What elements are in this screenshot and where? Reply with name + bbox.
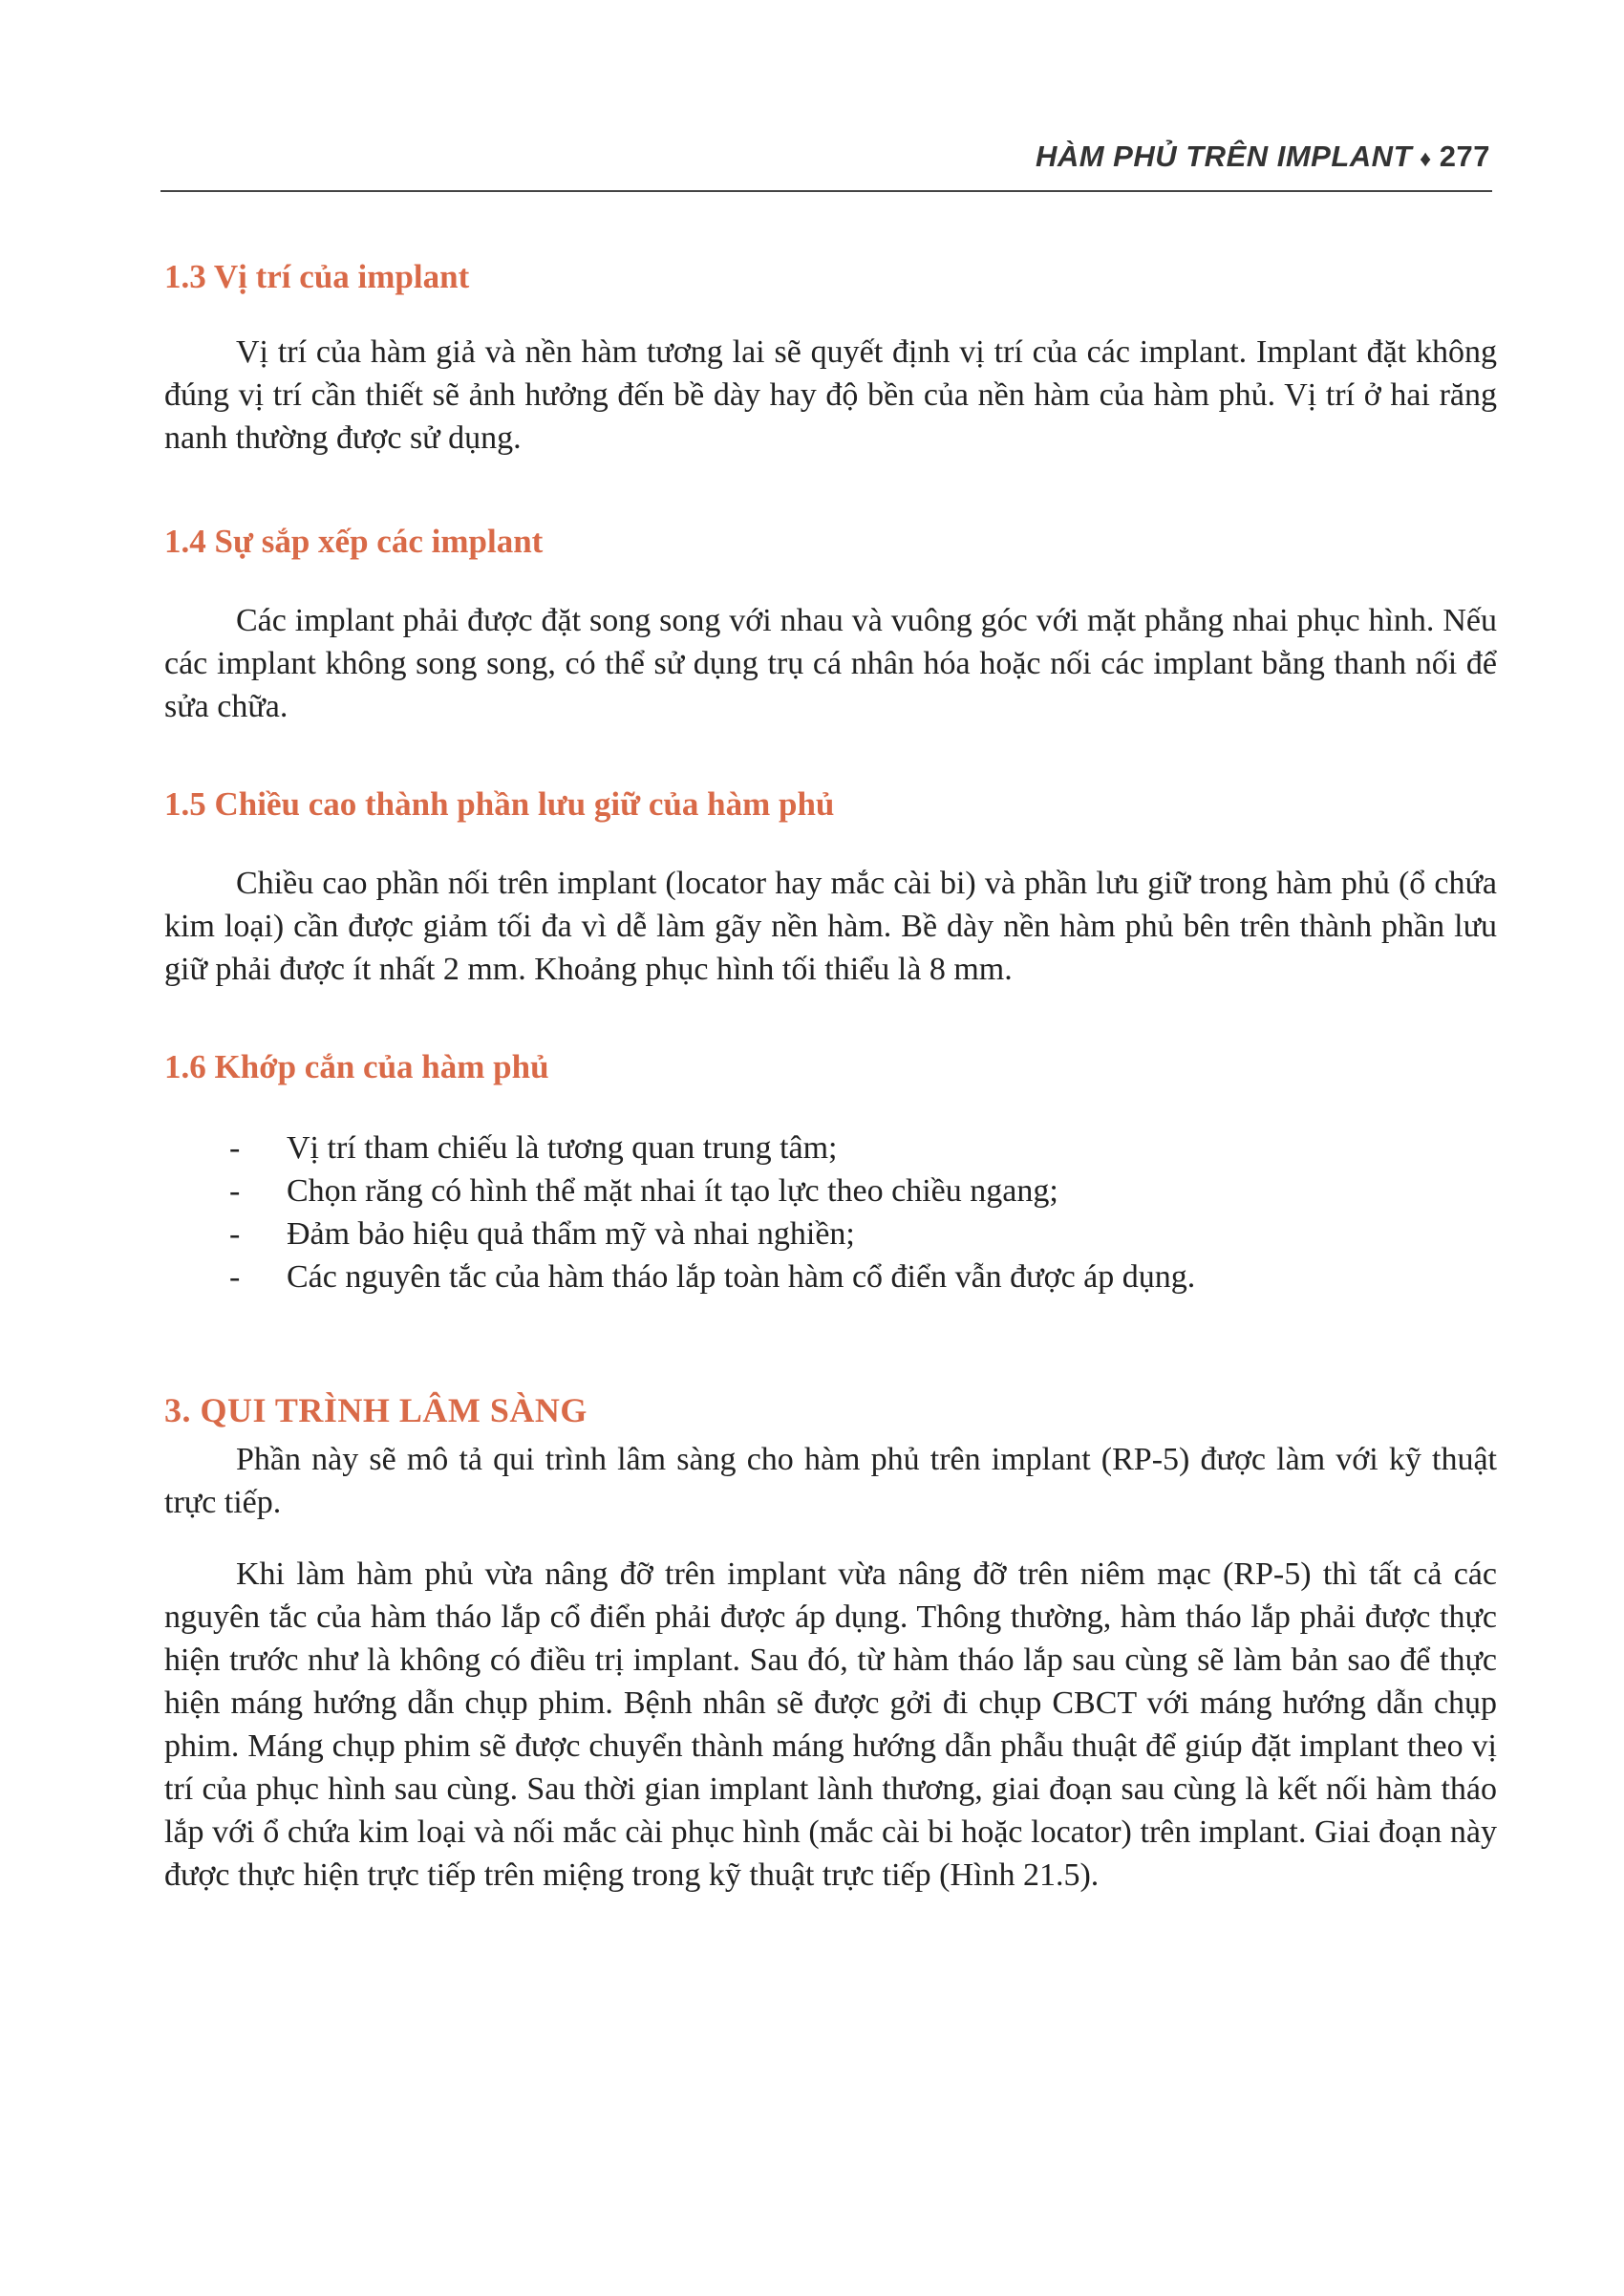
section-1-5	[164, 785, 1497, 991]
dash-bullet-icon: -	[229, 1173, 241, 1209]
page-content	[164, 250, 1497, 1897]
bullet-list	[164, 1127, 1497, 1298]
list-item	[164, 1255, 1497, 1298]
section-heading: 1.6 Khớp cắn của hàm phủ	[164, 1048, 549, 1085]
list-item	[164, 1169, 1497, 1212]
section-1-6	[164, 1048, 1497, 1298]
section-paragraph: Vị trí của hàm giả và nền hàm tương lai sẽ quyết định vị trí của các implant. Implant đặt không đúng vị trí cần thiết sẽ ảnh hưởng đến bề dày hay độ bền của nền hàm của hàm phủ. Vị trí ở hai răng nanh thường được sử dụng.	[164, 334, 1497, 456]
section-1-3	[164, 258, 1497, 460]
diamond-separator-icon: ♦	[1420, 146, 1432, 172]
list-item-text: Đảm bảo hiệu quả thẩm mỹ và nhai nghiền;	[287, 1216, 855, 1252]
running-header	[1036, 139, 1490, 174]
list-item	[164, 1127, 1497, 1169]
list-item-text: Các nguyên tắc của hàm tháo lắp toàn hàm cổ điển vẫn được áp dụng.	[287, 1259, 1196, 1295]
list-item-text: Chọn răng có hình thể mặt nhai ít tạo lực theo chiều ngang;	[287, 1173, 1058, 1209]
section-paragraph: Phần này sẽ mô tả qui trình lâm sàng cho hàm phủ trên implant (RP-5) được làm với kỹ thuật trực tiếp.	[164, 1442, 1497, 1520]
dash-bullet-icon: -	[229, 1130, 241, 1166]
section-3	[164, 1390, 1497, 1897]
section-paragraph: Các implant phải được đặt song song với nhau và vuông góc với mặt phẳng nhai phục hình. Nếu các implant không song song, có thể sử dụng trụ cá nhân hóa hoặc nối các implant bằng thanh nối để sửa chữa.	[164, 603, 1497, 724]
list-item-text: Vị trí tham chiếu là tương quan trung tâm;	[287, 1130, 838, 1166]
section-heading: 1.3 Vị trí của implant	[164, 258, 470, 295]
running-title: HÀM PHỦ TRÊN IMPLANT	[1035, 139, 1413, 173]
section-heading: 1.4 Sự sắp xếp các implant	[164, 523, 544, 560]
section-heading: 1.5 Chiều cao thành phần lưu giữ của hàm phủ	[164, 785, 835, 823]
list-item	[164, 1212, 1497, 1255]
section-1-4	[164, 523, 1497, 728]
dash-bullet-icon: -	[229, 1259, 241, 1295]
section-paragraph: Khi làm hàm phủ vừa nâng đỡ trên implant vừa nâng đỡ trên niêm mạc (RP-5) thì tất cả các nguyên tắc của hàm tháo lắp cổ điển phải được áp dụng. Thông thường, hàm tháo lắp phải được thực hiện trước như là không có điều trị implant. Sau đó, từ hàm tháo lắp sau cùng sẽ làm bản sao để thực hiện máng hướng dẫn chụp phim. Bệnh nhân sẽ được gởi đi chụp CBCT với máng hướng dẫn chụp phim. Máng chụp phim sẽ được chuyển thành máng hướng dẫn phẫu thuật để giúp đặt implant theo vị trí của phục hình sau cùng. Sau thời gian implant lành thương, giai đoạn sau cùng là kết nối hàm tháo lắp với ổ chứa kim loại và nối mắc cài phục hình (mắc cài bi hoặc locator) trên implant. Giai đoạn này được thực hiện trực tiếp trên miệng trong kỹ thuật trực tiếp (Hình 21.5).	[164, 1556, 1497, 1893]
dash-bullet-icon: -	[229, 1216, 241, 1252]
section-paragraph: Chiều cao phần nối trên implant (locator hay mắc cài bi) và phần lưu giữ trong hàm phủ (ổ chứa kim loại) cần được giảm tối đa vì dễ làm gãy nền hàm. Bề dày nền hàm phủ bên trên thành phần lưu giữ phải được ít nhất 2 mm. Khoảng phục hình tối thiểu là 8 mm.	[164, 866, 1497, 987]
page-number: 277	[1439, 139, 1490, 173]
section-heading: 3. QUI TRÌNH LÂM SÀNG	[164, 1391, 588, 1429]
header-rule	[160, 190, 1492, 192]
